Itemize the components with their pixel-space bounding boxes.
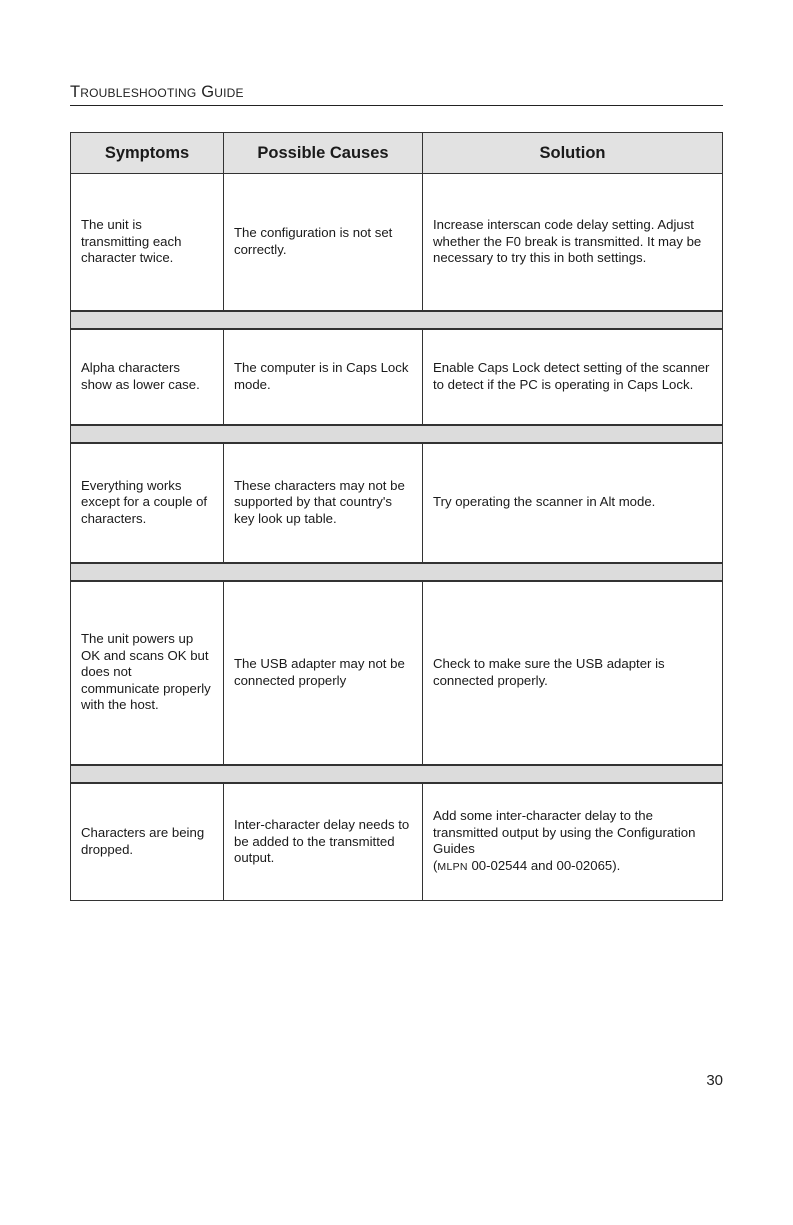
column-header-possible-causes: Possible Causes [224,133,423,174]
cause-cell: These characters may not be supported by that country's key look up table. [224,443,423,563]
solution-paren-open: ( [433,857,438,873]
row-separator [71,311,723,329]
column-header-solution: Solution [423,133,723,174]
table-row [71,581,723,765]
table-header-row [71,133,723,174]
table-row [71,174,723,311]
row-separator [71,425,723,443]
page-number: 30 [706,1072,723,1089]
table-row [71,443,723,563]
table-row [71,783,723,901]
symptom-cell: Characters are being dropped. [71,783,224,901]
solution-part-numbers: 00-02544 and 00-02065). [467,857,621,873]
mlpn-label: MLPN [437,860,468,873]
cause-cell: The configuration is not set correctly. [224,174,423,311]
page-header [70,82,723,106]
cause-cell: The computer is in Caps Lock mode. [224,329,423,425]
cause-cell: Inter-character delay needs to be added to the transmitted output. [224,783,423,901]
column-header-symptoms: Symptoms [71,133,224,174]
symptom-cell: The unit is transmitting each character twice. [71,174,224,311]
table-row [71,329,723,425]
solution-main-text: Add some inter-character delay to the transmitted output by using the Configuration Guides [433,808,696,857]
row-separator [71,765,723,783]
row-separator [71,563,723,581]
symptom-cell: Alpha characters show as lower case. [71,329,224,425]
symptom-cell: The unit powers up OK and scans OK but does not communicate properly with the host. [71,581,224,765]
troubleshooting-table [70,132,723,901]
solution-cell: Check to make sure the USB adapter is connected properly. [423,581,723,765]
cause-cell: The USB adapter may not be connected properly [224,581,423,765]
symptom-cell: Everything works except for a couple of characters. [71,443,224,563]
solution-cell [423,783,723,901]
solution-cell: Try operating the scanner in Alt mode. [423,443,723,563]
solution-cell: Increase interscan code delay setting. Adjust whether the F0 break is transmitted. It may be necessary to try this in both settings. [423,174,723,311]
solution-cell: Enable Caps Lock detect setting of the scanner to detect if the PC is operating in Caps Lock. [423,329,723,425]
page-header-title: Troubleshooting Guide [70,83,244,101]
